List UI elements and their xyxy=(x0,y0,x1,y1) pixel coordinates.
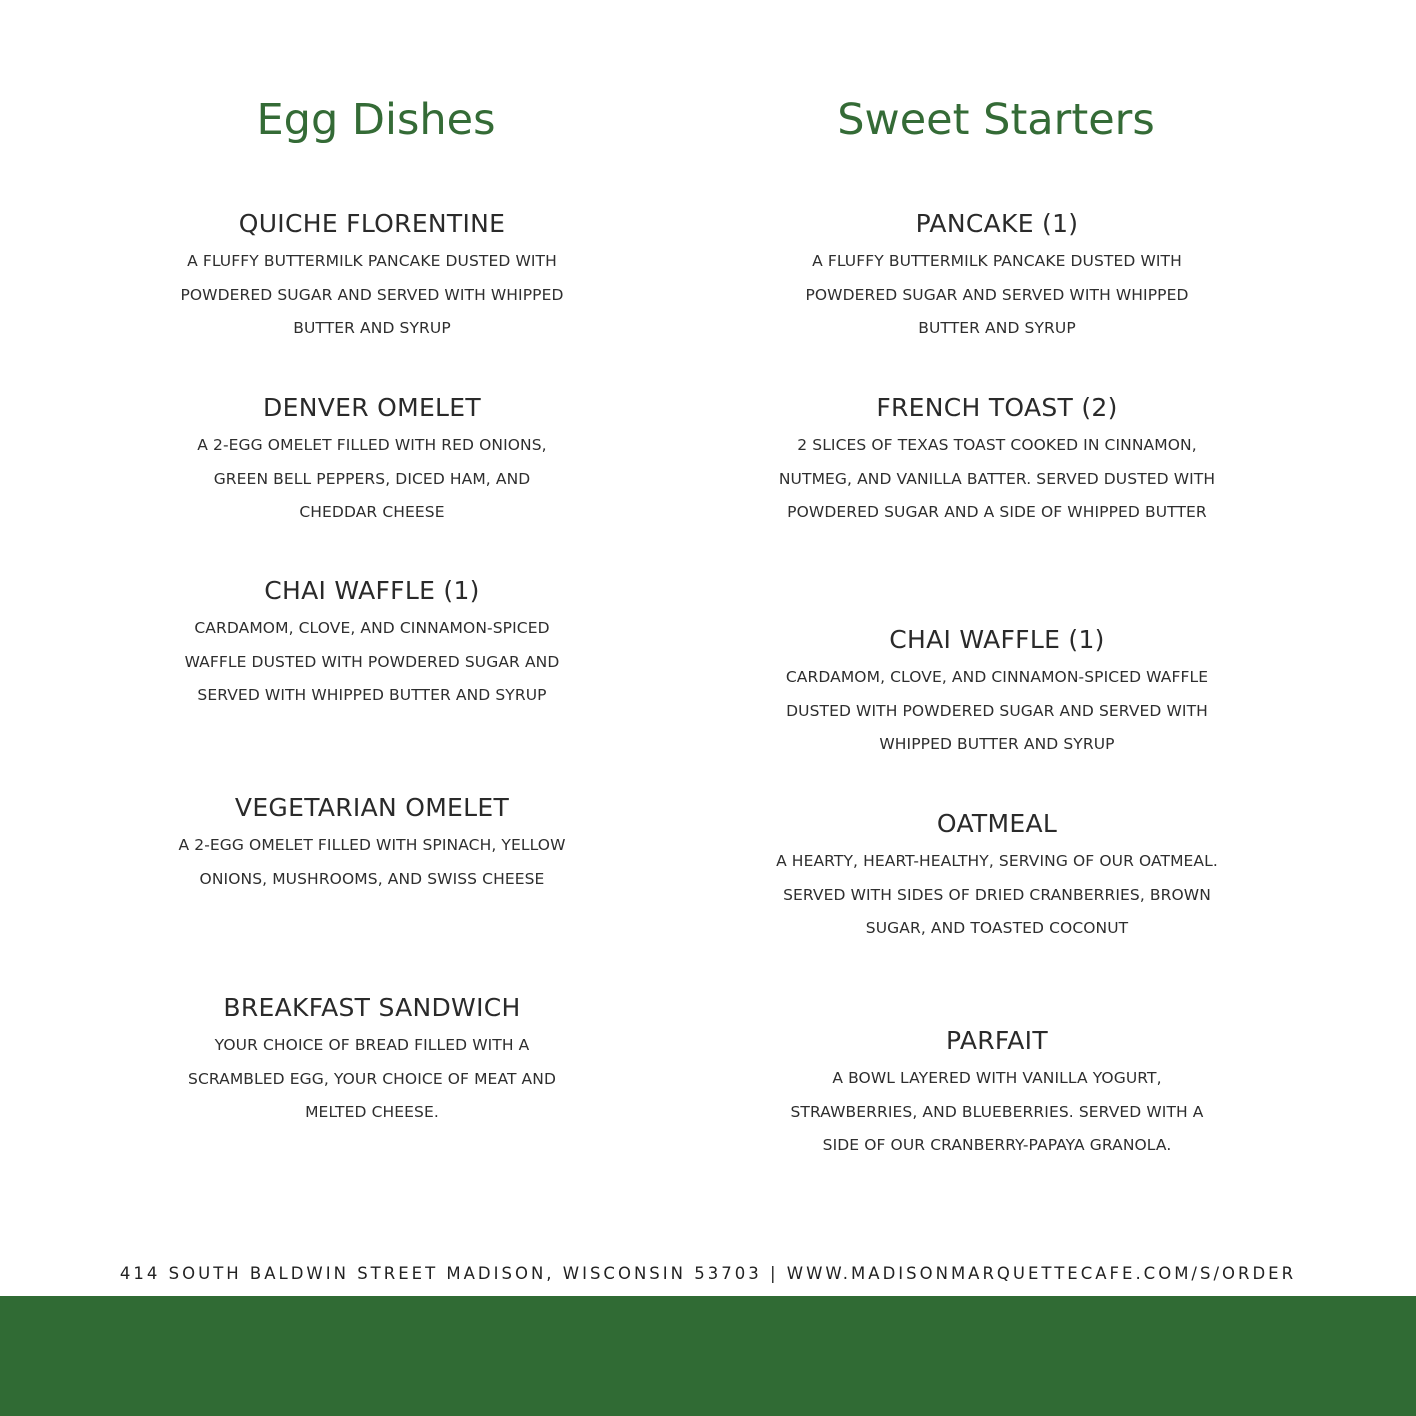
menu-item-parfait xyxy=(773,1026,1221,1163)
footer-color-bar xyxy=(0,1296,1416,1416)
egg-dishes-title: Egg Dishes xyxy=(256,95,496,145)
menu-item-description: CARDAMOM, CLOVE, AND CINNAMON-SPICED WAFFLE DUSTED WITH POWDERED SUGAR AND SERVED WITH WHIPPED BUTTER AND SYRUP xyxy=(184,619,560,704)
menu-item-description: 2 SLICES OF TEXAS TOAST COOKED IN CINNAMON, NUTMEG, AND VANILLA BATTER. SERVED DUSTED WITH POWDERED SUGAR AND A SIDE OF WHIPPED BUTTER xyxy=(778,436,1216,521)
menu-item-description: A 2-EGG OMELET FILLED WITH SPINACH, YELLOW ONIONS, MUSHROOMS, AND SWISS CHEESE xyxy=(178,836,566,888)
menu-item-chai-waffle xyxy=(176,576,568,713)
menu-item-french-toast xyxy=(773,393,1221,530)
menu-item-name: QUICHE FLORENTINE xyxy=(238,209,506,238)
menu-item-description: A HEARTY, HEART-HEALTHY, SERVING OF OUR OATMEAL. SERVED WITH SIDES OF DRIED CRANBERRIES, BROWN SUGAR, AND TOASTED COCONUT xyxy=(776,852,1218,937)
menu-item-name: FRENCH TOAST (2) xyxy=(876,393,1118,422)
menu-item-description: A FLUFFY BUTTERMILK PANCAKE DUSTED WITH POWDERED SUGAR AND SERVED WITH WHIPPED BUTTER AND SYRUP xyxy=(180,252,564,337)
menu-item-pancake xyxy=(773,209,1221,346)
menu-item-quiche-florentine xyxy=(176,209,568,346)
menu-item-chai-waffle xyxy=(773,625,1221,762)
menu-item-description: YOUR CHOICE OF BREAD FILLED WITH A SCRAMBLED EGG, YOUR CHOICE OF MEAT AND MELTED CHEESE. xyxy=(188,1036,556,1121)
menu-item-name: PARFAIT xyxy=(946,1026,1048,1055)
menu-item-name: CHAI WAFFLE (1) xyxy=(264,576,480,605)
menu-item-oatmeal xyxy=(773,809,1221,946)
menu-item-description: A BOWL LAYERED WITH VANILLA YOGURT, STRAWBERRIES, AND BLUEBERRIES. SERVED WITH A SIDE OF OUR CRANBERRY-PAPAYA GRANOLA. xyxy=(790,1069,1204,1154)
menu-item-description: CARDAMOM, CLOVE, AND CINNAMON-SPICED WAFFLE DUSTED WITH POWDERED SUGAR AND SERVED WITH WHIPPED BUTTER AND SYRUP xyxy=(785,668,1209,753)
menu-item-name: DENVER OMELET xyxy=(263,393,481,422)
menu-item-name: OATMEAL xyxy=(936,809,1058,838)
menu-item-denver-omelet xyxy=(176,393,568,530)
menu-item-breakfast-sandwich xyxy=(176,993,568,1130)
menu-item-name: BREAKFAST SANDWICH xyxy=(223,993,521,1022)
menu-item-name: PANCAKE (1) xyxy=(915,209,1079,238)
menu-item-description: A 2-EGG OMELET FILLED WITH RED ONIONS, GREEN BELL PEPPERS, DICED HAM, AND CHEDDAR CHEESE xyxy=(197,436,547,521)
sweet-starters-title: Sweet Starters xyxy=(837,95,1155,145)
menu-item-vegetarian-omelet xyxy=(176,793,568,896)
footer-address-url: 414 SOUTH BALDWIN STREET MADISON, WISCONSIN 53703 | WWW.MADISONMARQUETTECAFE.COM/S/ORDER xyxy=(119,1264,1297,1283)
menu-item-name: CHAI WAFFLE (1) xyxy=(889,625,1105,654)
menu-item-name: VEGETARIAN OMELET xyxy=(234,793,510,822)
menu-item-description: A FLUFFY BUTTERMILK PANCAKE DUSTED WITH POWDERED SUGAR AND SERVED WITH WHIPPED BUTTER AND SYRUP xyxy=(805,252,1189,337)
